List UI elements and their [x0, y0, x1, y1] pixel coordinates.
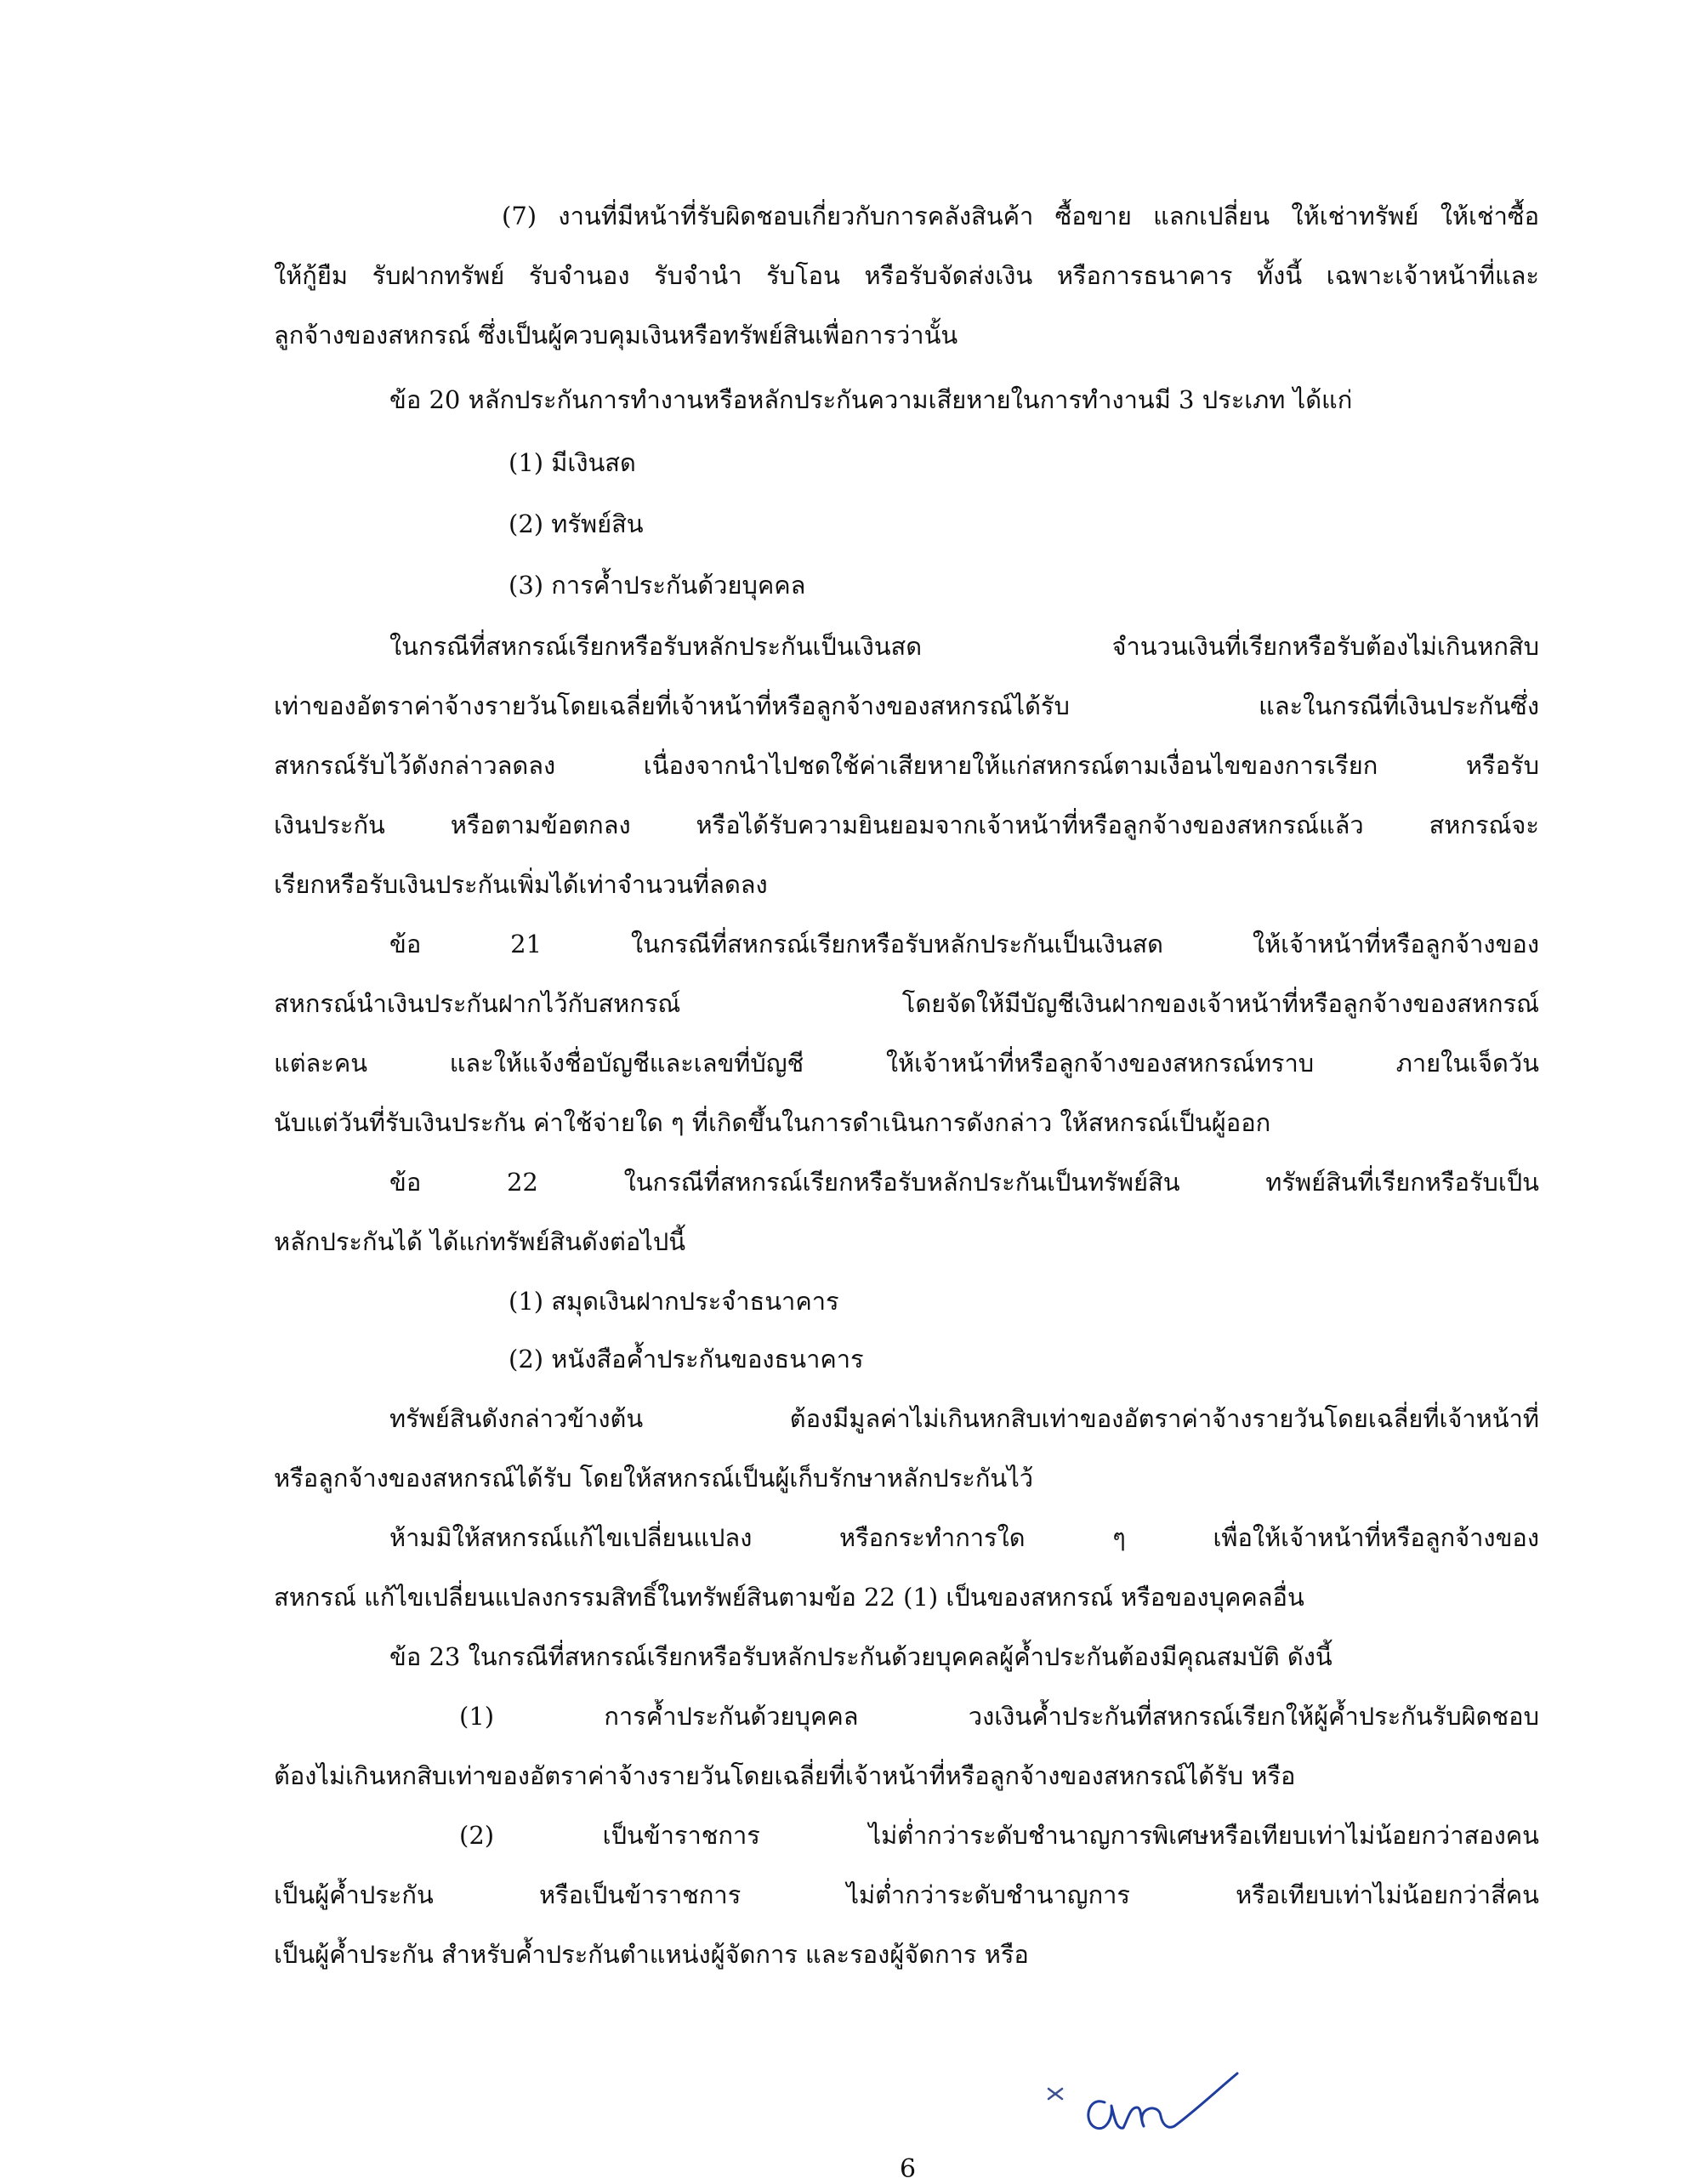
clause-21-line-1: ข้อ 21 ในกรณีที่สหกรณ์เรียกหรือรับหลักประกันเป็นเงินสด ให้เจ้าหน้าที่หรือลูกจ้างของ	[389, 930, 1539, 958]
paragraph-line-24: สหกรณ์ แก้ไขเปลี่ยนแปลงกรรมสิทธิ์ในทรัพย์สินตามข้อ 22 (1) เป็นของสหกรณ์ หรือของบุคคลอื่น	[274, 1583, 1304, 1612]
clause-23-heading: ข้อ 23 ในกรณีที่สหกรณ์เรียกหรือรับหลักประกันด้วยบุคคลผู้ค้ำประกันต้องมีคุณสมบัติ ดังนี้	[389, 1642, 1333, 1671]
clause-23-item-1-line-1: (1) การค้ำประกันด้วยบุคคล วงเงินค้ำประกันที่สหกรณ์เรียกให้ผู้ค้ำประกันรับผิดชอบ	[459, 1702, 1539, 1731]
list-item-cash: (1) มีเงินสด	[509, 448, 636, 477]
paragraph-line-23: ห้ามมิให้สหกรณ์แก้ไขเปลี่ยนแปลง หรือกระทำการใด ๆ เพื่อให้เจ้าหน้าที่หรือลูกจ้างของ	[389, 1523, 1539, 1552]
list-item-assets: (2) ทรัพย์สิน	[509, 509, 644, 538]
clause-23-item-1-line-2: ต้องไม่เกินหกสิบเท่าของอัตราค่าจ้างรายวันโดยเฉลี่ยที่เจ้าหน้าที่หรือลูกจ้างของสหกรณ์ได้รับ หรือ	[274, 1761, 1296, 1790]
clause-23-item-2-line-3: เป็นผู้ค้ำประกัน สำหรับค้ำประกันตำแหน่งผู้จัดการ และรองผู้จัดการ หรือ	[274, 1940, 1029, 1969]
page-number: 6	[900, 2154, 917, 2184]
clause-22-line-1: ข้อ 22 ในกรณีที่สหกรณ์เรียกหรือรับหลักประกันเป็นทรัพย์สิน ทรัพย์สินที่เรียกหรือรับเป็น	[389, 1168, 1539, 1197]
paragraph-line-10: สหกรณ์รับไว้ดังกล่าวลดลง เนื่องจากนำไปชดใช้ค่าเสียหายให้แก่สหกรณ์ตามเงื่อนไขของการเรียก หรือรับ	[274, 751, 1539, 780]
paragraph-line-2: ให้กู้ยืม รับฝากทรัพย์ รับจำนอง รับจำนำ รับโอน หรือรับจัดส่งเงิน หรือการธนาคาร ทั้งนี้ เฉพาะเจ้าหน้าที่และ	[274, 261, 1539, 290]
paragraph-line-8: ในกรณีที่สหกรณ์เรียกหรือรับหลักประกันเป็นเงินสด จำนวนเงินที่เรียกหรือรับต้องไม่เกินหกสิบ	[389, 632, 1539, 661]
paragraph-line-12: เรียกหรือรับเงินประกันเพิ่มได้เท่าจำนวนที่ลดลง	[274, 870, 768, 899]
clause-22-line-2: หลักประกันได้ ได้แก่ทรัพย์สินดังต่อไปนี้	[274, 1227, 686, 1256]
clause-21-line-4: นับแต่วันที่รับเงินประกัน ค่าใช้จ่ายใด ๆ ที่เกิดขึ้นในการดำเนินการดังกล่าว ให้สหกรณ์เป็นผู้ออก	[274, 1108, 1271, 1137]
clause-20-heading: ข้อ 20 หลักประกันการทำงานหรือหลักประกันความเสียหายในการทำงานมี 3 ประเภท ได้แก่	[389, 385, 1353, 414]
paragraph-line-11: เงินประกัน หรือตามข้อตกลง หรือได้รับความยินยอมจากเจ้าหน้าที่หรือลูกจ้างของสหกรณ์แล้ว สหกรณ์จะ	[274, 810, 1539, 839]
clause-23-item-2-line-2: เป็นผู้ค้ำประกัน หรือเป็นข้าราชการ ไม่ต่ำกว่าระดับชำนาญการ หรือเทียบเท่าไม่น้อยกว่าสี่คน	[274, 1880, 1539, 1909]
list-item-bank-guarantee: (2) หนังสือค้ำประกันของธนาคาร	[509, 1345, 864, 1374]
list-item-person-guarantee: (3) การค้ำประกันด้วยบุคคล	[509, 571, 806, 600]
list-item-savings-book: (1) สมุดเงินฝากประจำธนาคาร	[509, 1287, 839, 1316]
clause-23-item-2-line-1: (2) เป็นข้าราชการ ไม่ต่ำกว่าระดับชำนาญการพิเศษหรือเทียบเท่าไม่น้อยกว่าสองคน	[459, 1821, 1539, 1850]
handwritten-signature	[1042, 2056, 1280, 2150]
paragraph-line-22: หรือลูกจ้างของสหกรณ์ได้รับ โดยให้สหกรณ์เป็นผู้เก็บรักษาหลักประกันไว้	[274, 1464, 1034, 1493]
clause-21-line-3: แต่ละคน และให้แจ้งชื่อบัญชีและเลขที่บัญชี ให้เจ้าหน้าที่หรือลูกจ้างของสหกรณ์ทราบ ภายในเจ็ดวัน	[274, 1049, 1539, 1078]
paragraph-line-3: ลูกจ้างของสหกรณ์ ซึ่งเป็นผู้ควบคุมเงินหรือทรัพย์สินเพื่อการว่านั้น	[274, 321, 958, 350]
paragraph-line-21: ทรัพย์สินดังกล่าวข้างต้น ต้องมีมูลค่าไม่เกินหกสิบเท่าของอัตราค่าจ้างรายวันโดยเฉลี่ยที่เจ้าหน้าที่	[389, 1404, 1539, 1433]
paragraph-line-9: เท่าของอัตราค่าจ้างรายวันโดยเฉลี่ยที่เจ้าหน้าที่หรือลูกจ้างของสหกรณ์ได้รับ และในกรณีที่เงินประกันซึ่ง	[274, 691, 1539, 720]
clause-21-line-2: สหกรณ์นำเงินประกันฝากไว้กับสหกรณ์ โดยจัดให้มีบัญชีเงินฝากของเจ้าหน้าที่หรือลูกจ้างของสหกรณ์	[274, 989, 1539, 1018]
paragraph-line-1: (7) งานที่มีหน้าที่รับผิดชอบเกี่ยวกับการคลังสินค้า ซื้อขาย แลกเปลี่ยน ให้เช่าทรัพย์ ให้เช่าซื้อ	[502, 202, 1539, 230]
